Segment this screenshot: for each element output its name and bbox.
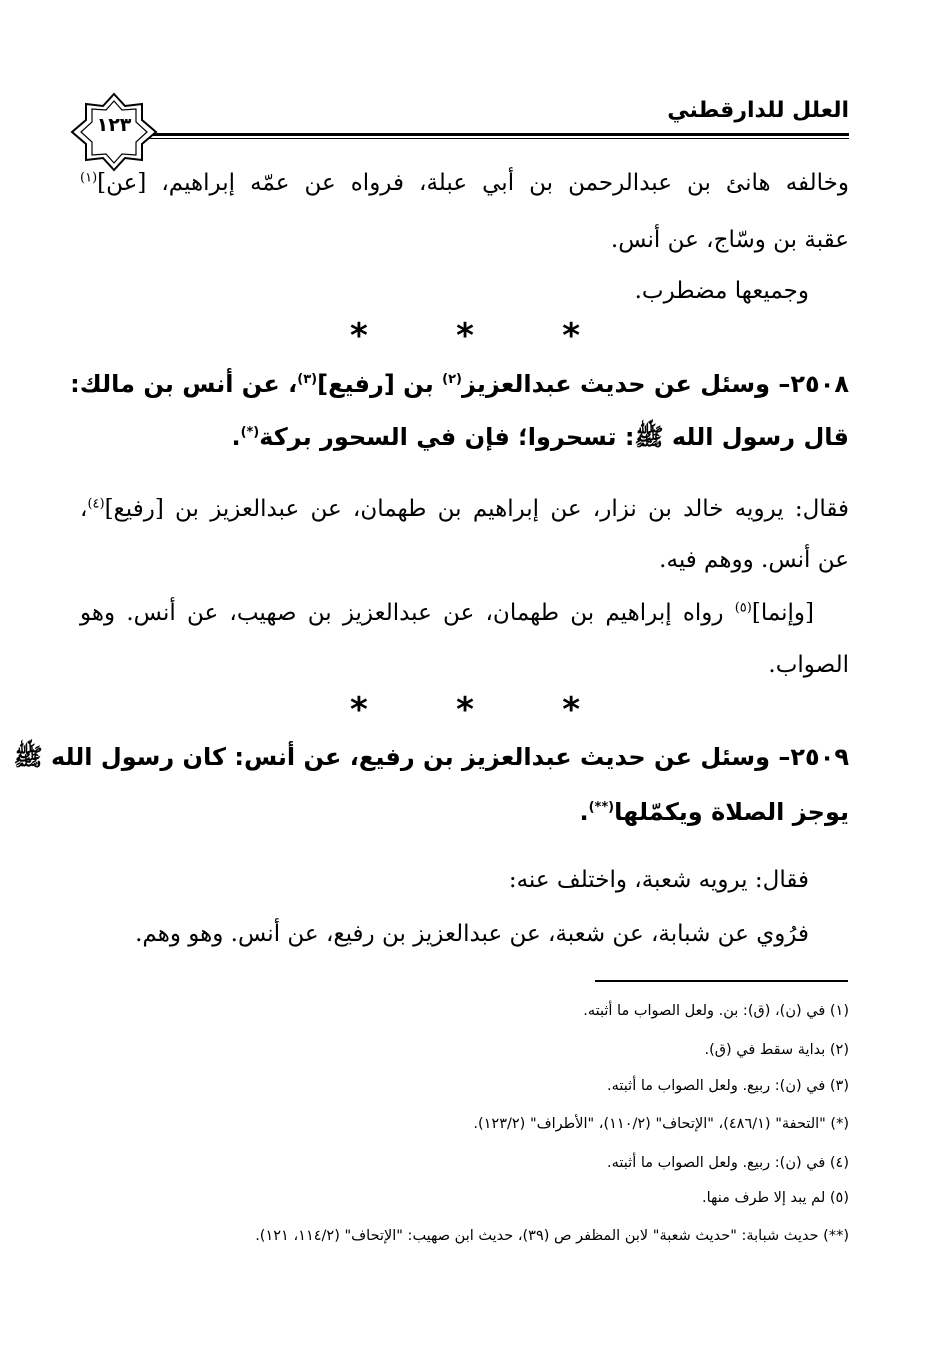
footnote: (**) حديث شبابة: "حديث شعبة" لابن المظفر ص (٣٩)، حديث ابن صهيب: "الإتحاف" (١١٤/٢، ١٢١). — [255, 1228, 849, 1244]
section-separator — [350, 690, 580, 730]
answer-line: عن أنس. ووهم فيه. — [659, 547, 849, 573]
book-title: العلل للدارقطني — [667, 98, 849, 123]
separator-star: * — [456, 316, 474, 356]
footnote: (١) في (ن)، (ق): بن. ولعل الصواب ما أثبته. — [583, 1003, 849, 1019]
question-heading-2508-cont: قال رسول الله ﷺ: تسحروا؛ فإن في السحور بركة(*). — [231, 423, 849, 451]
separator-star: * — [350, 690, 368, 730]
footnote: (٥) لم يبد إلا طرف منها. — [702, 1190, 849, 1206]
answer-line: فرُوي عن شبابة، عن شعبة، عن عبدالعزيز بن رفيع، عن أنس. وهو وهم. — [135, 921, 809, 947]
section-separator — [350, 316, 580, 356]
question-heading-2508: ٢٥٠٨– وسئل عن حديث عبدالعزيز$^{(٢)}$ بن [رفيع]$^{(٣)}$، عن أنس بن مالك: — [70, 370, 849, 398]
answer-line: الصواب. — [768, 652, 849, 678]
header-rule-thin — [140, 138, 849, 139]
footnote: (*) "التحفة" (٤٨٦/١)، "الإتحاف" (١١٠/٢)، "الأطراف" (١٢٣/٢). — [473, 1116, 849, 1132]
question-heading-2509-cont: يوجز الصلاة ويكمّلها(**). — [579, 798, 849, 826]
page-number: ١٢٣ — [96, 114, 132, 136]
separator-star: * — [562, 316, 580, 356]
footnote: (٢) بداية سقط في (ق). — [704, 1042, 849, 1058]
separator-star: * — [350, 316, 368, 356]
body-line: وجميعها مضطرب. — [634, 278, 809, 304]
header-rule — [140, 133, 849, 136]
body-line: وخالفه هانئ بن عبدالرحمن بن أبي عبلة، فرواه عن عمّه إبراهيم، [عن]$^{(١)}$ — [80, 170, 849, 196]
answer-line: فقال: يرويه شعبة، واختلف عنه: — [508, 867, 809, 893]
footnote: (٤) في (ن): ربيع. ولعل الصواب ما أثبته. — [607, 1155, 849, 1171]
answer-line: فقال: يرويه خالد بن نزار، عن إبراهيم بن طهمان، عن عبدالعزيز بن [رفيع]$^{(٤)}$، — [80, 496, 849, 522]
footnote: (٣) في (ن): ربيع. ولعل الصواب ما أثبته. — [607, 1078, 849, 1094]
separator-star: * — [456, 690, 474, 730]
answer-line: [وإنما]$^{(٥)}$ رواه إبراهيم بن طهمان، عن عبدالعزيز بن صهيب، عن أنس. وهو — [80, 600, 814, 626]
question-heading-2509: ٢٥٠٩– وسئل عن حديث عبدالعزيز بن رفيع، عن أنس: كان رسول الله ﷺ — [13, 743, 849, 771]
separator-star: * — [562, 690, 580, 730]
body-line: عقبة بن وسّاج، عن أنس. — [610, 227, 849, 253]
footnote-separator — [595, 980, 848, 982]
